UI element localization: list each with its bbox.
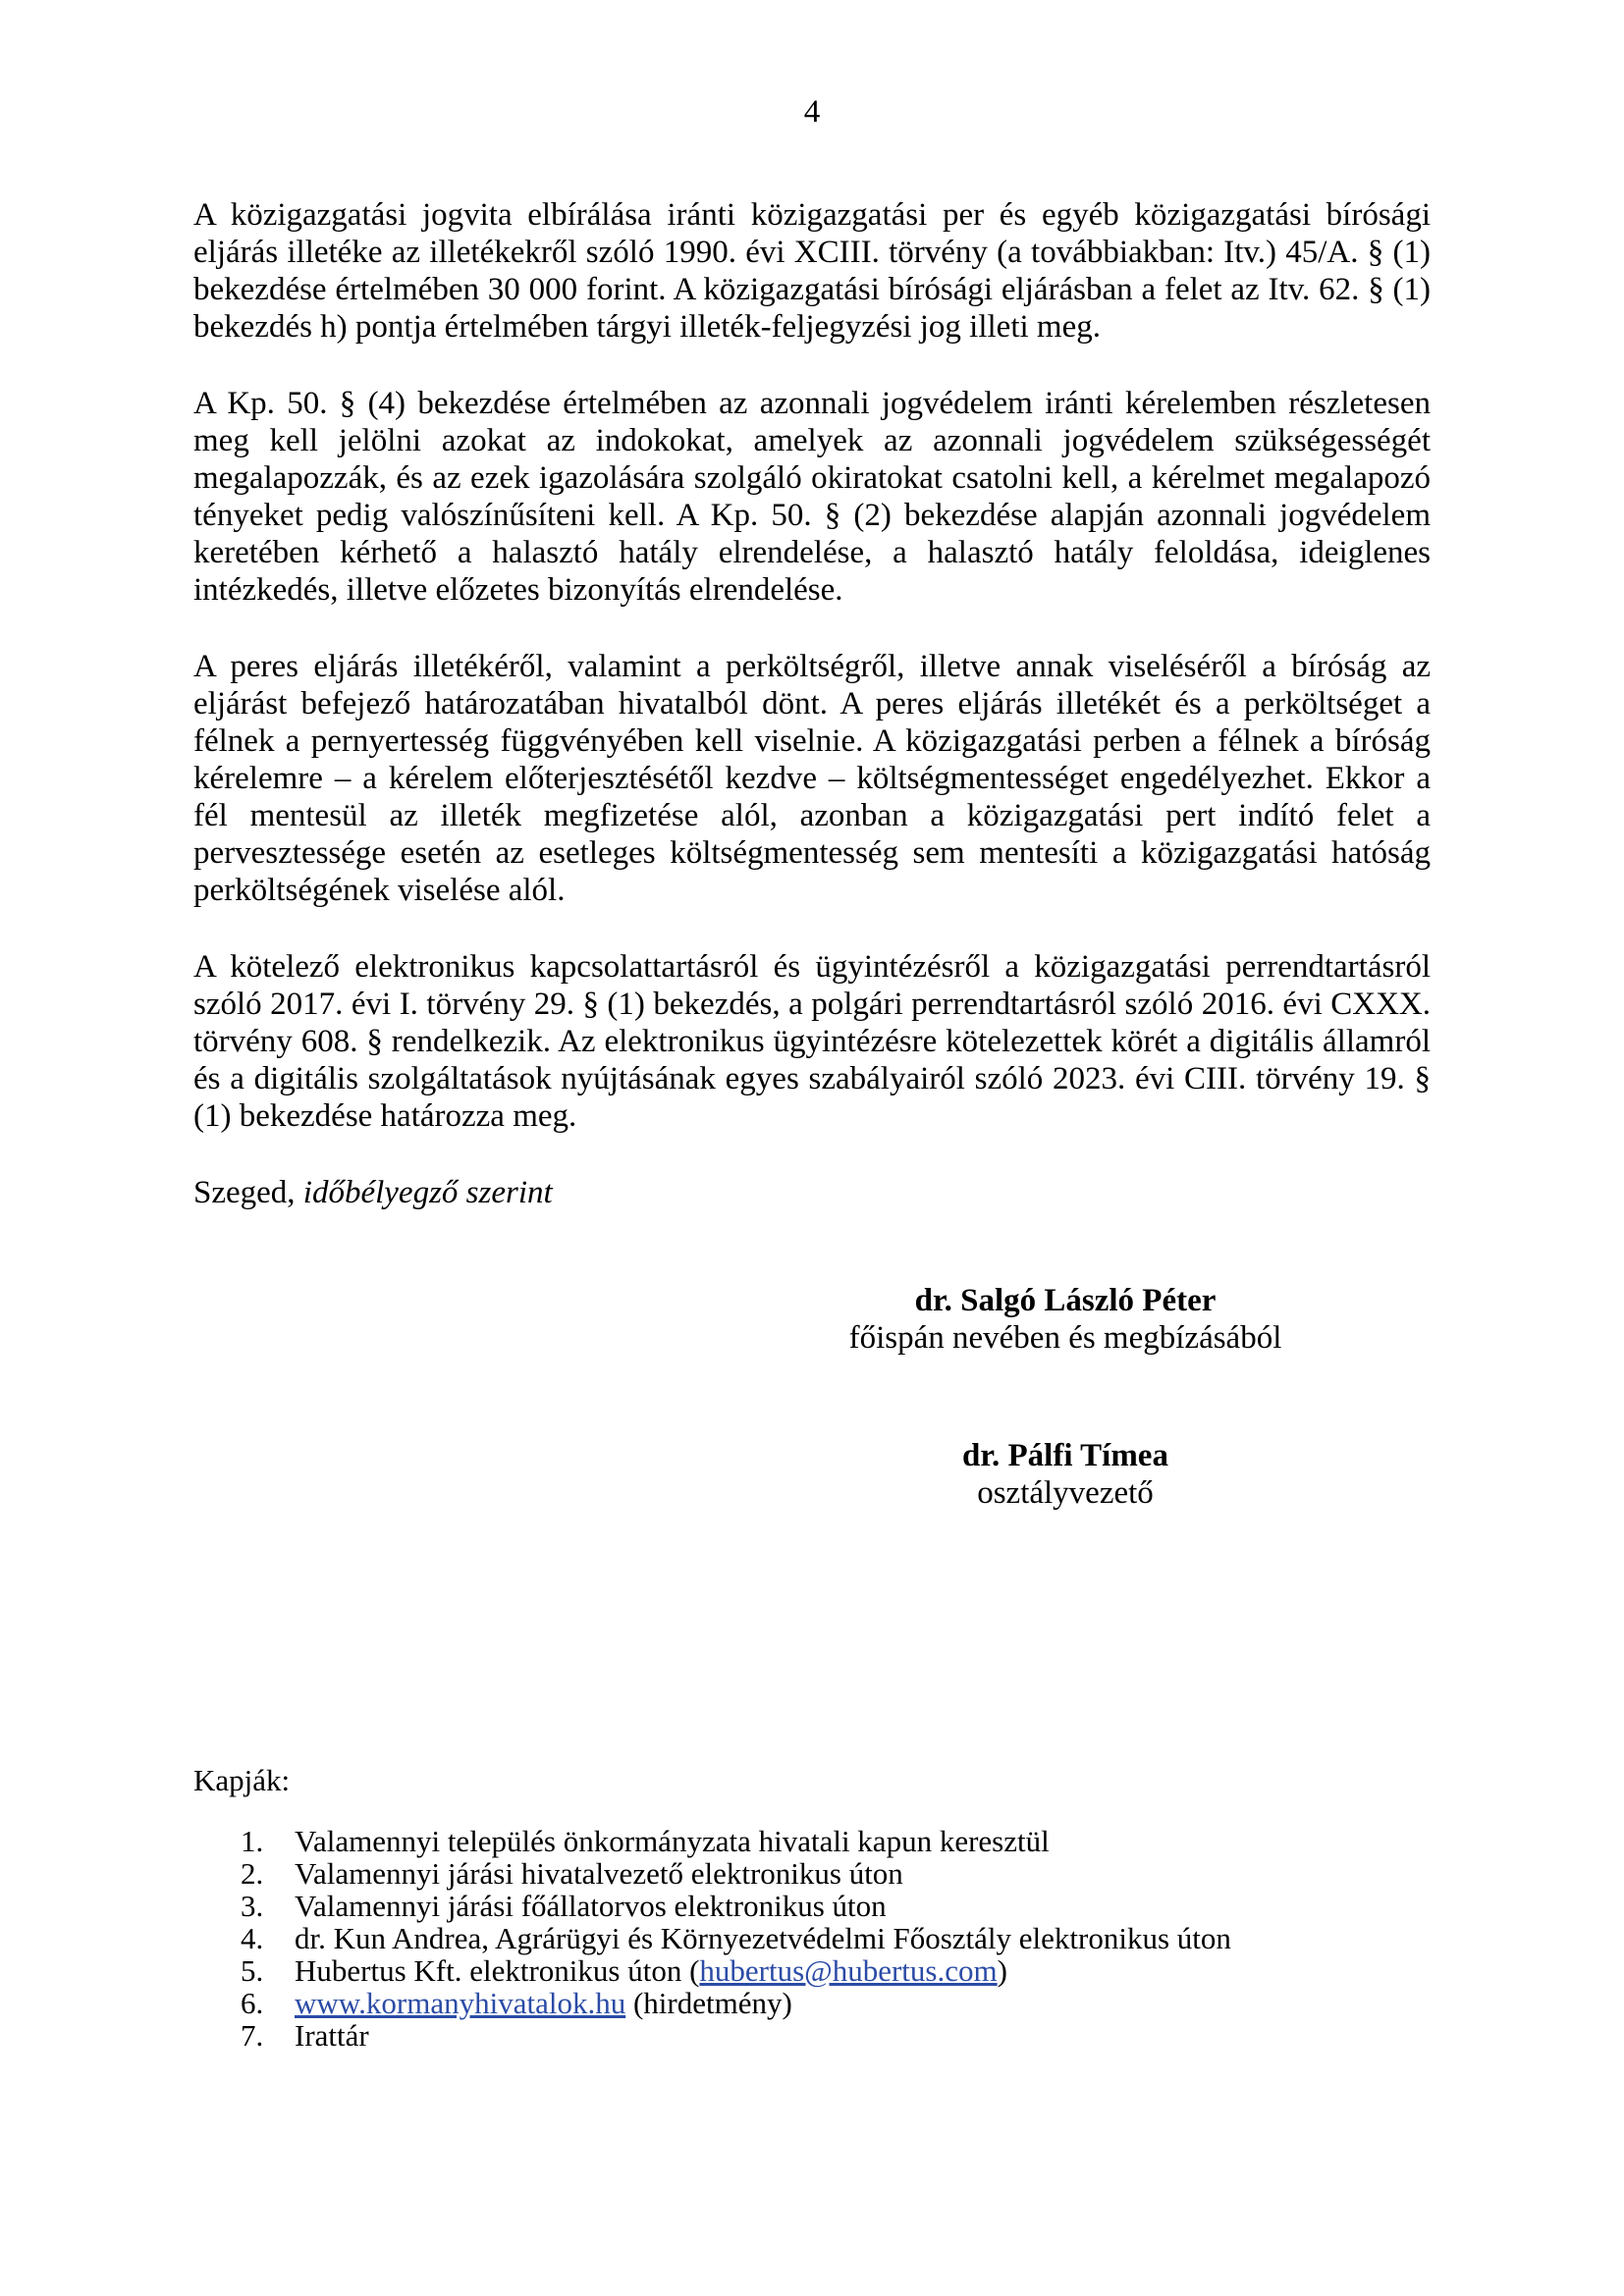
dateline — [193, 1174, 1431, 1211]
recipient-number: 2. — [241, 1856, 264, 1891]
signature-block-2 — [761, 1437, 1370, 1512]
body-paragraph-4: A kötelező elektronikus kapcsolattartásról és ügyintézésről a közigazgatási perrendtartásról szóló 2017. évi I. törvény 29. § (1) bekezdés, a polgári perrendtartásról szóló 2016. évi CXXX. törvény 608. § rendelkezik. Az elektronikus ügyintézésre kötelezettek körét a digitális államról és a digitális szolgáltatások nyújtásának egyes szabályairól szóló 2023. évi CIII. törvény 19. § (1) bekezdése határozza meg. — [193, 949, 1431, 1134]
recipient-text: Valamennyi járási hivatalvezető elektronikus úton — [295, 1856, 903, 1891]
recipient-text: Irattár — [295, 2018, 369, 2053]
recipient-text — [295, 1987, 1431, 2019]
recipient-item-6 — [193, 1987, 1431, 2019]
recipient-text — [295, 1954, 1431, 1987]
recipient-number: 3. — [241, 1889, 264, 1923]
email-link[interactable]: hubertus@hubertus.com — [699, 1953, 998, 1988]
signatory-title-2: osztályvezető — [977, 1475, 1154, 1511]
recipient-item-5 — [193, 1954, 1431, 1987]
dateline-location: Szeged, — [193, 1175, 296, 1210]
body-paragraph-1: A közigazgatási jogvita elbírálása iránti közigazgatási per és egyéb közigazgatási bírósági eljárás illetéke az illetékekről szóló 1990. évi XCIII. törvény (a továbbiakban: Itv.) 45/A. § (1) bekezdése értelmében 30 000 forint. A közigazgatási bírósági eljárásban a felet az Itv. 62. § (1) bekezdés h) pontja értelmében tárgyi illeték-feljegyzési jog illeti meg. — [193, 197, 1431, 345]
recipient-list — [193, 1825, 1431, 2052]
recipient-text-suffix: (hirdetmény) — [625, 1986, 792, 2020]
recipient-item-2 — [193, 1857, 1431, 1890]
recipients-section — [193, 1762, 1431, 2052]
recipient-text-prefix: Hubertus Kft. elektronikus úton ( — [295, 1953, 700, 1988]
recipient-number: 5. — [241, 1953, 264, 1988]
website-link[interactable]: www.kormanyhivatalok.hu — [295, 1986, 626, 2020]
recipient-text: Valamennyi település önkormányzata hivatali kapun keresztül — [295, 1824, 1050, 1858]
dateline-note: időbélyegző szerint — [302, 1175, 553, 1210]
page-number: 4 — [803, 94, 821, 130]
recipient-text: dr. Kun Andrea, Agrárügyi és Környezetvédelmi Főosztály elektronikus úton — [295, 1921, 1231, 1955]
signatory-name-1: dr. Salgó László Péter — [914, 1283, 1217, 1318]
signatory-name-2: dr. Pálfi Tímea — [962, 1438, 1168, 1473]
recipient-item-4 — [193, 1922, 1431, 1954]
recipient-text: Valamennyi járási főállatorvos elektronikus úton — [295, 1889, 887, 1923]
recipient-item-3 — [193, 1890, 1431, 1922]
recipient-number: 6. — [241, 1986, 264, 2020]
recipient-number: 7. — [241, 2018, 264, 2053]
recipient-number: 4. — [241, 1921, 264, 1955]
recipient-item-7 — [193, 2019, 1431, 2052]
body-paragraph-2: A Kp. 50. § (4) bekezdése értelmében az azonnali jogvédelem iránti kérelemben részletesen meg kell jelölni azokat az indokokat, amelyek az azonnali jogvédelem szükségességét megalapozzák, és az ezek igazolására szolgáló okiratokat csatolni kell, a kérelmet megalapozó tényeket pedig valószínűsíteni kell. A Kp. 50. § (2) bekezdése alapján azonnali jogvédelem keretében kérhető a halasztó hatály elrendelése, a halasztó hatály feloldása, ideiglenes intézkedés, illetve előzetes bizonyítás elrendelése. — [193, 386, 1431, 608]
body-paragraph-3: A peres eljárás illetékéről, valamint a perköltségről, illetve annak viseléséről a bíróság az eljárást befejező határozatában hivatalból dönt. A peres eljárás illetékét és a perköltséget a félnek a pernyertesség függvényében kell viselnie. A közigazgatási perben a félnek a bíróság kérelemre – a kérelem előterjesztésétől kezdve – költségmentességet engedélyezhet. Ekkor a fél mentesül az illeték megfizetése alól, azonban a közigazgatási pert indító felet a pervesztessége esetén az esetleges költségmentesség sem mentesíti a közigazgatási hatóság perköltségének viselése alól. — [193, 649, 1431, 908]
recipient-item-1 — [193, 1825, 1431, 1857]
recipient-number: 1. — [241, 1824, 264, 1858]
recipient-text-suffix: ) — [997, 1953, 1007, 1988]
signature-block-1 — [761, 1282, 1370, 1357]
recipients-label: Kapják: — [193, 1763, 291, 1797]
signature-area — [761, 1282, 1370, 1512]
signatory-title-1: főispán nevében és megbízásából — [848, 1320, 1282, 1356]
